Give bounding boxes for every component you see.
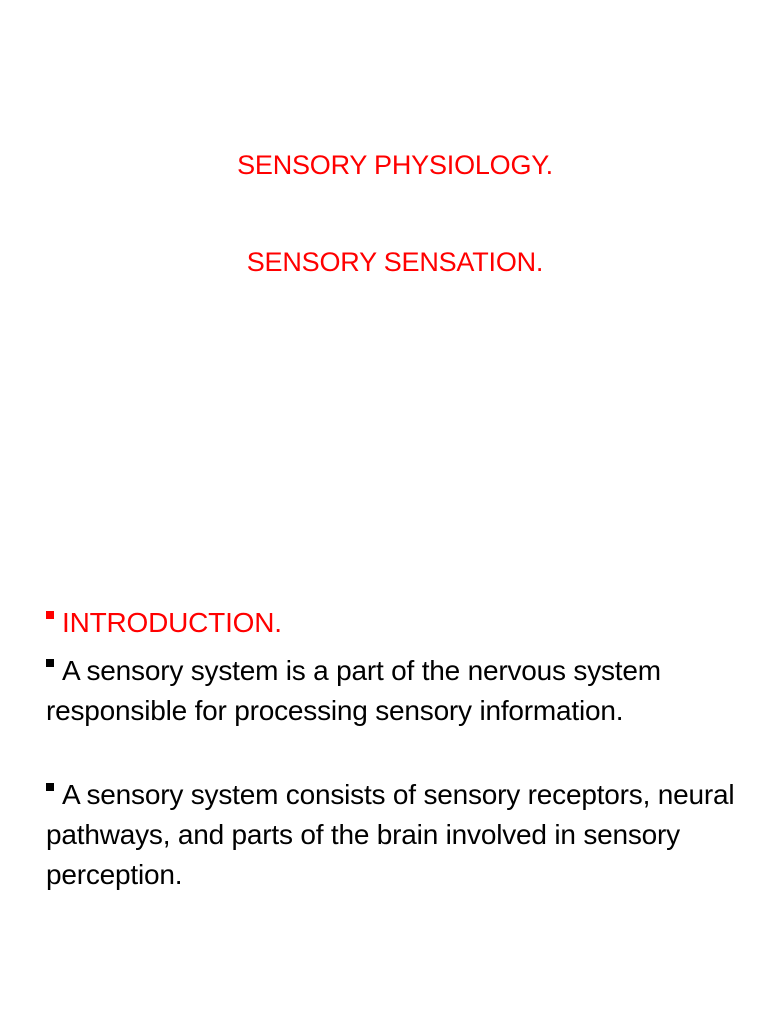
square-bullet-icon <box>46 783 54 791</box>
paragraph-text-2: A sensory system consists of sensory receptors, neural pathways, and parts of the brain involved in sensory perception. <box>46 779 735 890</box>
square-bullet-icon <box>46 611 54 619</box>
subtitle: SENSORY SENSATION. <box>246 247 544 277</box>
paragraph-item-1 <box>46 651 746 731</box>
main-title: SENSORY PHYSIOLOGY. <box>237 150 553 180</box>
title-block <box>0 148 768 279</box>
paragraph-item-2 <box>46 775 746 895</box>
intro-heading-text: INTRODUCTION. <box>62 607 282 638</box>
square-bullet-icon <box>46 659 54 667</box>
intro-heading-item <box>46 603 746 643</box>
content-body <box>46 603 746 895</box>
paragraph-text-1: A sensory system is a part of the nervous system responsible for processing sensory information. <box>46 655 661 726</box>
